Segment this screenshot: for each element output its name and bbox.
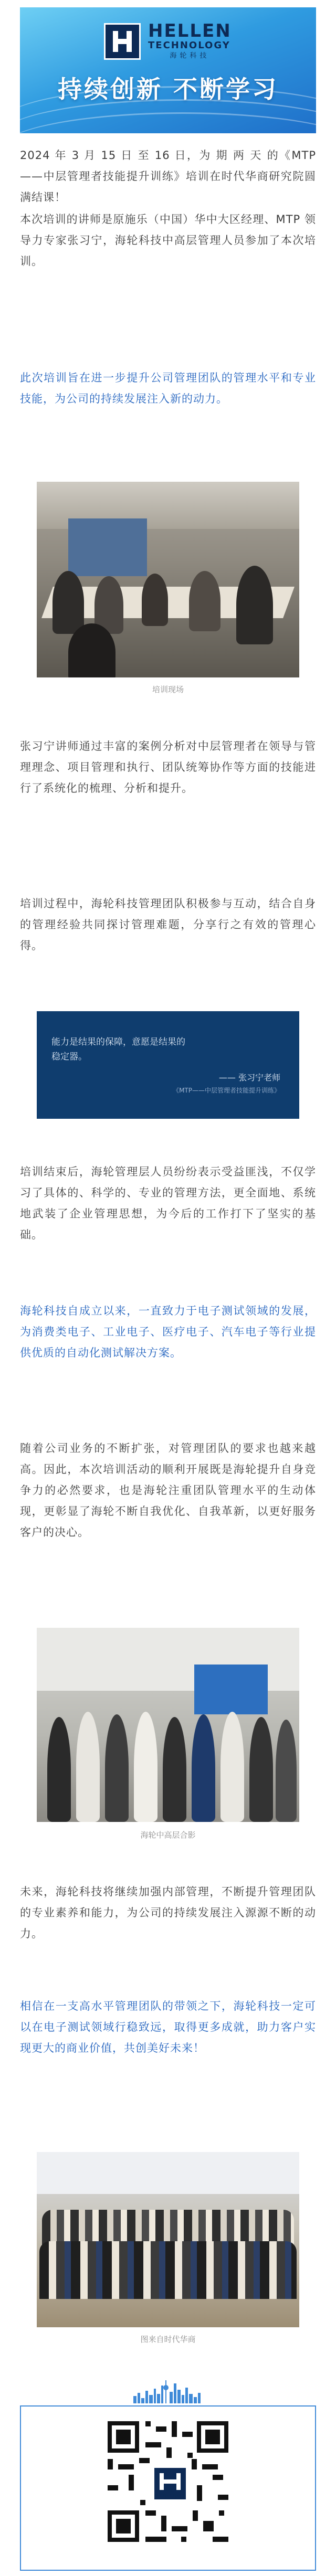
training-site-photo: [37, 482, 299, 677]
group-photo-managers: [37, 1628, 299, 1822]
company-logo: [104, 22, 232, 61]
footer-divider-top: [20, 2405, 316, 2407]
photo-caption-training: 培训现场: [152, 685, 184, 694]
paragraph-future: 未来，海轮科技将继续加强内部管理，不断提升管理团队的专业素养和能力，为公司的持续发展注入源源不断的动力。: [20, 1885, 316, 1940]
footer-frame-left: [20, 2405, 21, 2571]
logo-subname: TECHNOLOGY: [148, 40, 230, 51]
banner-slogan: 持续创新 不断学习: [57, 75, 278, 103]
photo-caption-source: 图来自时代华商: [140, 2335, 196, 2344]
paragraph-lecturer: 本次培训的讲师是原施乐（中国）华中大区经理、MTP 领导力专家张习宁，海轮科技中高层管理人员参加了本次培训。: [20, 213, 316, 268]
class-group-photo: [37, 2152, 299, 2327]
quote-card: [37, 1011, 299, 1119]
qr-code: [108, 2421, 228, 2542]
logo-h-icon: [104, 23, 141, 60]
logo-name: HELLEN: [148, 20, 232, 41]
logo-chinese-name: 海轮科技: [170, 52, 210, 60]
paragraph-closing: 相信在一支高水平管理团队的带领之下，海轮科技一定可以在电子测试领域行稳致远，取得更多成就，助力客户实现更大的商业价值，共创美好未来！: [20, 2000, 316, 2054]
paragraph-purpose: 此次培训旨在进一步提升公司管理团队的管理水平和专业技能，为公司的持续发展注入新的动力。: [20, 372, 316, 405]
skyline-icon: [131, 2380, 205, 2403]
paragraph-company-intro: 海轮科技自成立以来，一直致力于电子测试领域的发展，为消费类电子、工业电子、医疗电子、汽车电子等行业提供优质的自动化测试解决方案。: [20, 1305, 316, 1359]
header-banner: [20, 7, 316, 133]
footer-divider-bottom: [20, 2570, 316, 2571]
paragraph-lecture-content: 张习宁讲师通过丰富的案例分析对中层管理者在领导与管理理念、项目管理和执行、团队统筹协作等方面的技能进行了系统化的梳理、分析和提升。: [20, 740, 316, 794]
quote-source: 《MTP——中层管理者技能提升训练》: [173, 1087, 280, 1094]
quote-signature: —— 张习宁老师: [218, 1073, 280, 1083]
footer-frame-right: [315, 2405, 316, 2571]
qr-logo-icon: [152, 2466, 188, 2501]
quote-line-1: 能力是结果的保障，意愿是结果的: [51, 1037, 185, 1047]
quote-line-2: 稳定器。: [51, 1052, 87, 1062]
paragraph-significance: 随着公司业务的不断扩张，对管理团队的要求也越来越高。因此，本次培训活动的顺利开展既是海轮提升自身竞争力的必然要求，也是海轮注重团队管理水平的生动体现，更彰显了海轮不断自我优化、自我革新，以更好服务客户的决心。: [20, 1442, 316, 1539]
photo-caption-group: 海轮中高层合影: [140, 1830, 196, 1840]
paragraph-feedback: 培训结束后，海轮管理层人员纷纷表示受益匪浅，不仅学习了具体的、科学的、专业的管理方法，更全面地、系统地武装了企业管理思想，为今后的工作打下了坚实的基础。: [20, 1165, 316, 1241]
paragraph-intro: 2024 年 3 月 15 日 至 16 日，为 期 两 天 的《MTP——中层管理者技能提升训练》培训在时代华商研究院圆满结课！: [20, 149, 316, 204]
paragraph-interaction: 培训过程中，海轮科技管理团队积极参与互动，结合自身的管理经验共同探讨管理难题，分享行之有效的管理心得。: [20, 897, 316, 952]
